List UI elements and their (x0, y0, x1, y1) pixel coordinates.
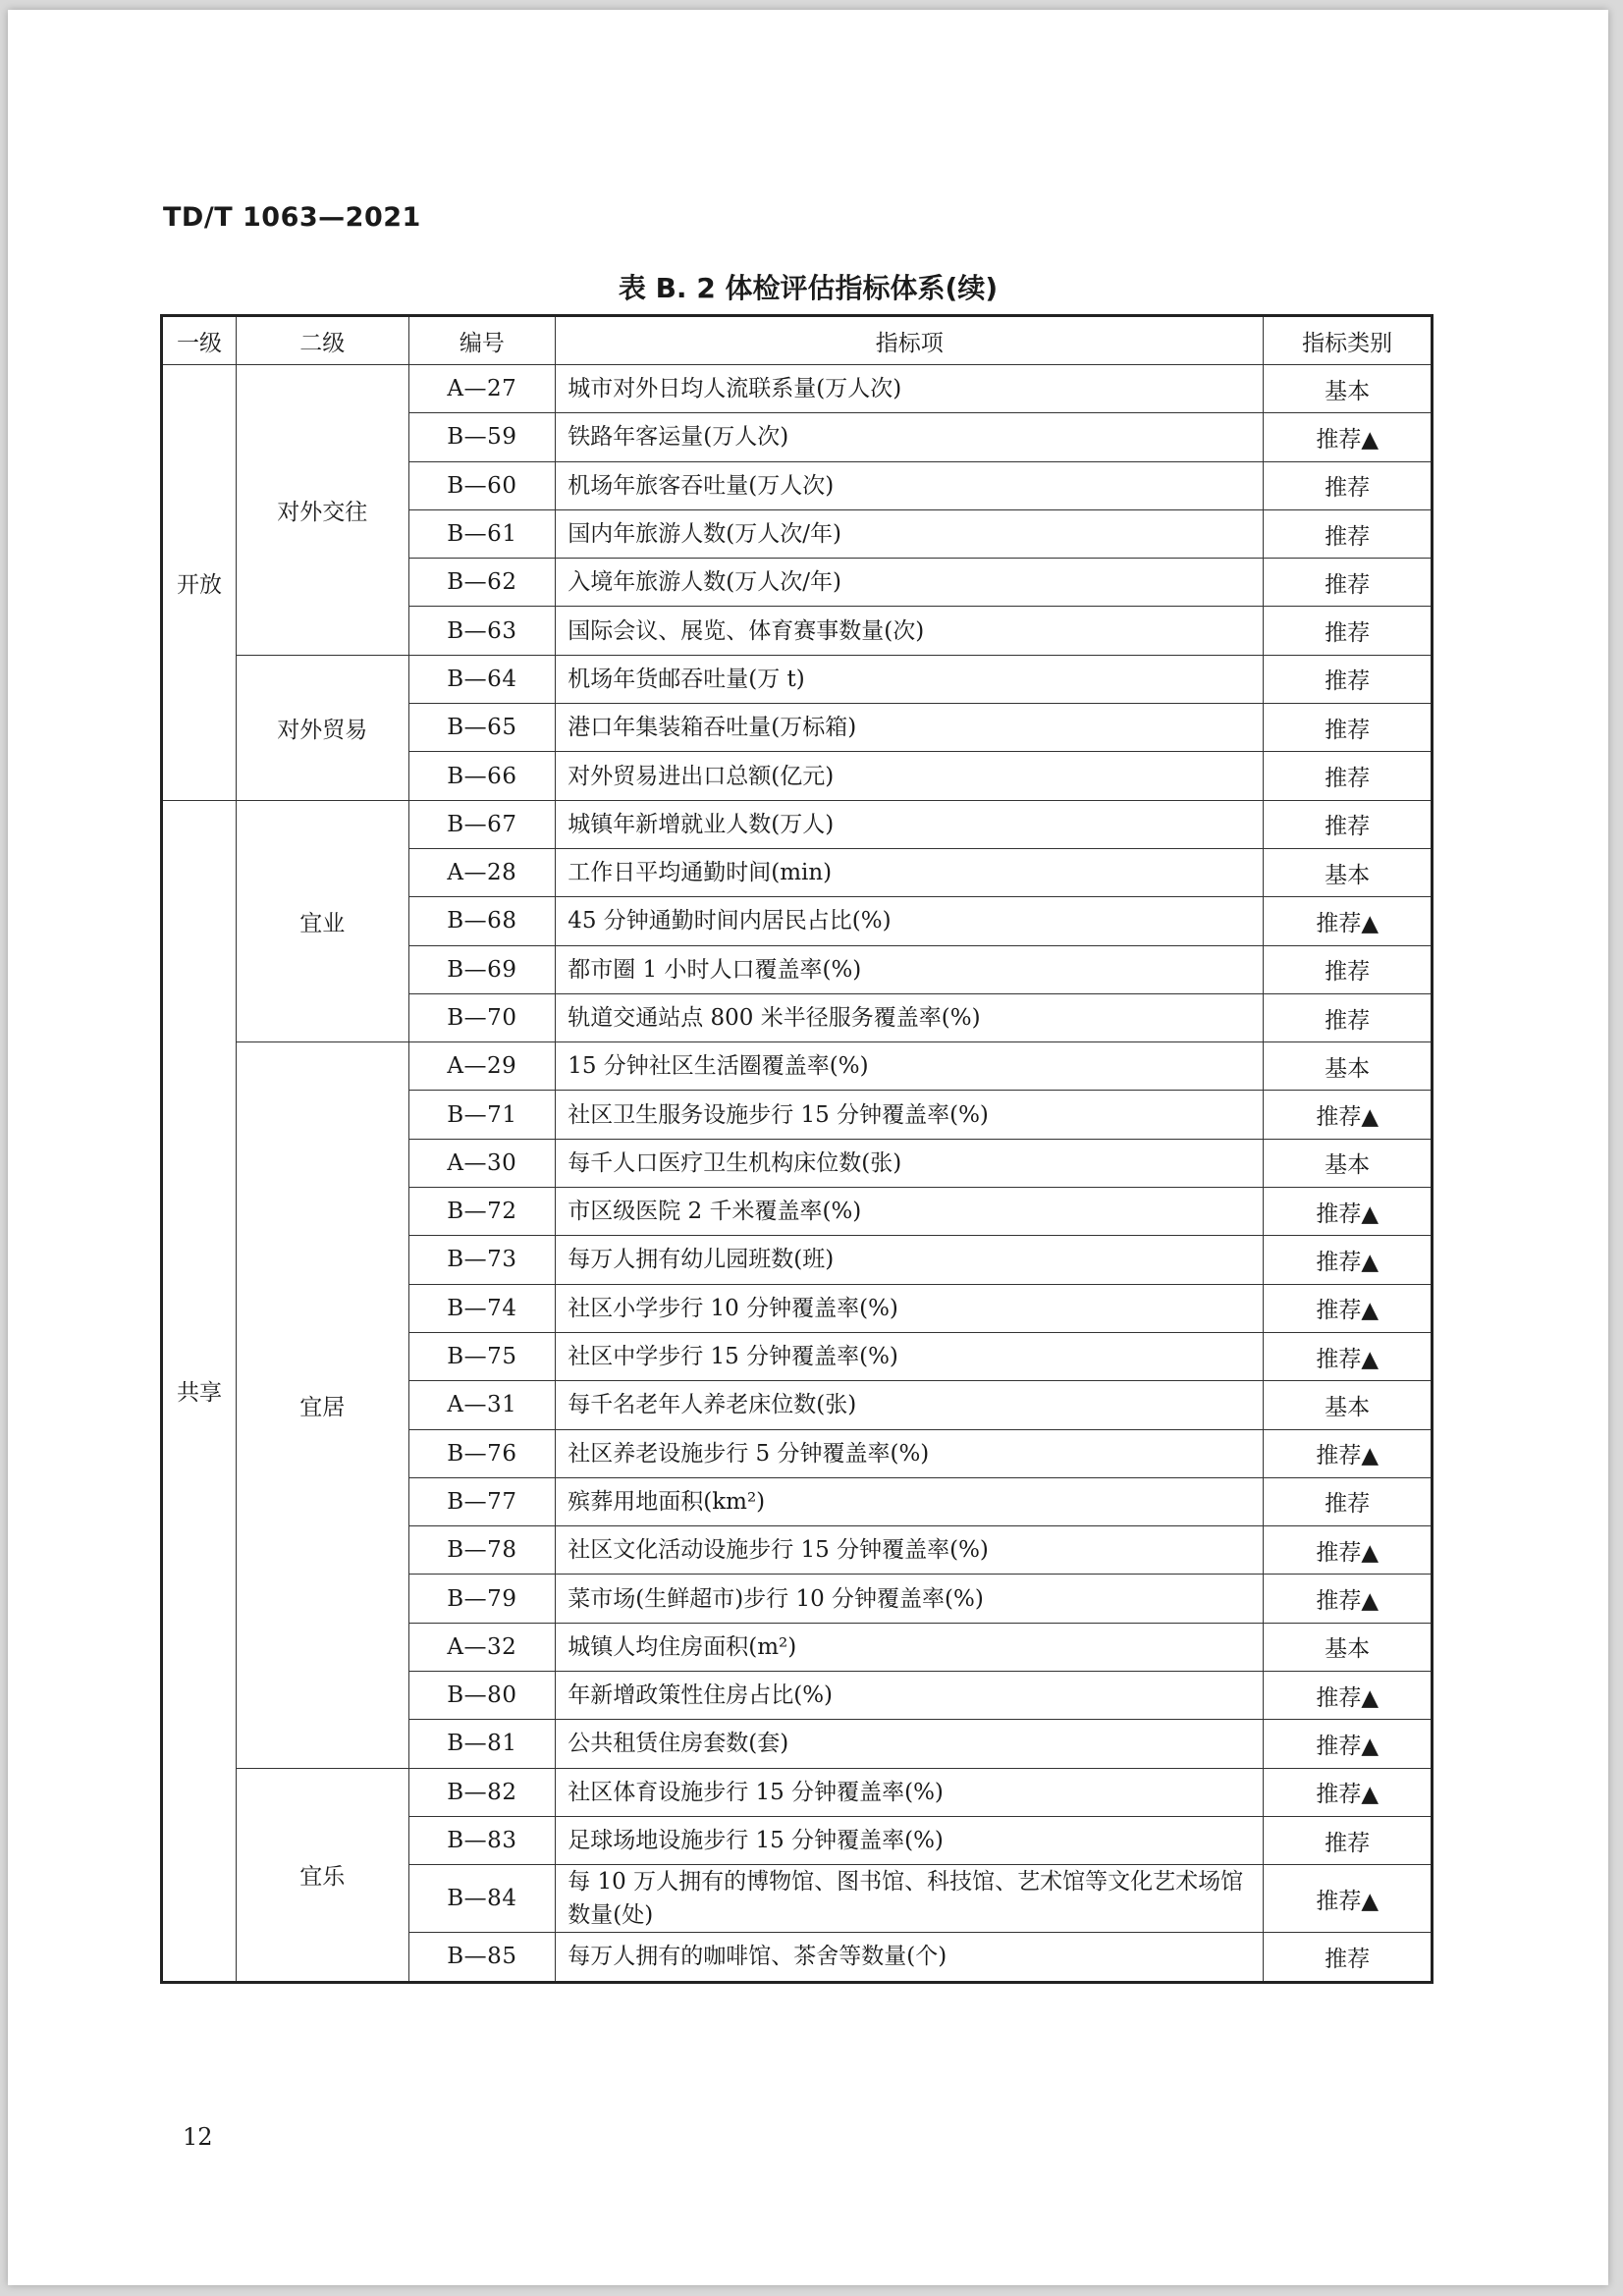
category-cell: 推荐▲ (1264, 1720, 1433, 1768)
code-cell: B—77 (408, 1477, 556, 1525)
code-cell: A—30 (408, 1139, 556, 1187)
code-cell: B—84 (408, 1865, 556, 1933)
indicator-cell: 城镇年新增就业人数(万人) (556, 800, 1264, 848)
indicator-cell: 公共租赁住房套数(套) (556, 1720, 1264, 1768)
level2-cell: 宜居 (236, 1042, 408, 1768)
code-cell: B—75 (408, 1332, 556, 1380)
table-row (162, 365, 1433, 413)
category-cell: 推荐 (1264, 704, 1433, 752)
table-row (162, 1768, 1433, 1816)
category-cell: 推荐 (1264, 461, 1433, 509)
level1-cell: 开放 (162, 365, 237, 801)
code-cell: B—62 (408, 559, 556, 607)
code-cell: B—64 (408, 655, 556, 703)
indicator-cell: 社区体育设施步行 15 分钟覆盖率(%) (556, 1768, 1264, 1816)
code-cell: A—31 (408, 1381, 556, 1429)
level1-cell: 共享 (162, 800, 237, 1982)
code-cell: B—71 (408, 1091, 556, 1139)
document-code: TD/T 1063—2021 (163, 202, 421, 233)
indicator-cell: 机场年货邮吞吐量(万 t) (556, 655, 1264, 703)
indicator-cell: 社区中学步行 15 分钟覆盖率(%) (556, 1332, 1264, 1380)
category-cell: 推荐▲ (1264, 1768, 1433, 1816)
indicator-cell: 港口年集装箱吞吐量(万标箱) (556, 704, 1264, 752)
code-cell: B—85 (408, 1933, 556, 1982)
code-cell: B—78 (408, 1526, 556, 1575)
indicator-cell: 社区小学步行 10 分钟覆盖率(%) (556, 1284, 1264, 1332)
category-cell: 推荐▲ (1264, 1332, 1433, 1380)
code-cell: B—82 (408, 1768, 556, 1816)
category-cell: 推荐 (1264, 1477, 1433, 1525)
indicator-cell: 社区文化活动设施步行 15 分钟覆盖率(%) (556, 1526, 1264, 1575)
table-row (162, 1042, 1433, 1091)
code-cell: B—60 (408, 461, 556, 509)
code-cell: B—66 (408, 752, 556, 800)
code-cell: B—76 (408, 1429, 556, 1477)
code-cell: B—72 (408, 1188, 556, 1236)
indicator-cell: 铁路年客运量(万人次) (556, 413, 1264, 461)
document-page (8, 10, 1608, 2285)
category-cell: 推荐 (1264, 607, 1433, 655)
code-cell: A—27 (408, 365, 556, 413)
indicator-cell: 社区养老设施步行 5 分钟覆盖率(%) (556, 1429, 1264, 1477)
column-header-indicator: 指标项 (556, 316, 1264, 365)
indicator-cell: 城市对外日均人流联系量(万人次) (556, 365, 1264, 413)
category-cell: 推荐▲ (1264, 1526, 1433, 1575)
column-header-level1: 一级 (162, 316, 237, 365)
category-cell: 基本 (1264, 848, 1433, 896)
category-cell: 推荐 (1264, 993, 1433, 1041)
indicator-cell: 工作日平均通勤时间(min) (556, 848, 1264, 896)
level2-cell: 对外交往 (236, 365, 408, 656)
category-cell: 基本 (1264, 365, 1433, 413)
indicator-table (160, 314, 1434, 1984)
category-cell: 推荐▲ (1264, 1284, 1433, 1332)
indicator-cell: 入境年旅游人数(万人次/年) (556, 559, 1264, 607)
code-cell: B—70 (408, 993, 556, 1041)
category-cell: 基本 (1264, 1623, 1433, 1671)
indicator-cell: 国际会议、展览、体育赛事数量(次) (556, 607, 1264, 655)
category-cell: 基本 (1264, 1381, 1433, 1429)
category-cell: 推荐▲ (1264, 1236, 1433, 1284)
indicator-cell: 对外贸易进出口总额(亿元) (556, 752, 1264, 800)
level2-cell: 宜乐 (236, 1768, 408, 1982)
indicator-cell: 年新增政策性住房占比(%) (556, 1672, 1264, 1720)
code-cell: B—63 (408, 607, 556, 655)
table-row (162, 800, 1433, 848)
indicator-cell: 每万人拥有幼儿园班数(班) (556, 1236, 1264, 1284)
level2-cell: 对外贸易 (236, 655, 408, 800)
code-cell: B—80 (408, 1672, 556, 1720)
category-cell: 推荐 (1264, 1933, 1433, 1982)
table-caption: 表 B. 2 体检评估指标体系(续) (618, 272, 999, 304)
category-cell: 基本 (1264, 1042, 1433, 1091)
indicator-cell: 城镇人均住房面积(m²) (556, 1623, 1264, 1671)
code-cell: A—32 (408, 1623, 556, 1671)
category-cell: 推荐 (1264, 509, 1433, 558)
indicator-cell: 菜市场(生鲜超市)步行 10 分钟覆盖率(%) (556, 1575, 1264, 1623)
indicator-cell: 国内年旅游人数(万人次/年) (556, 509, 1264, 558)
category-cell: 推荐▲ (1264, 1575, 1433, 1623)
table-header-row (162, 316, 1433, 365)
level2-cell: 宜业 (236, 800, 408, 1041)
table-row (162, 655, 1433, 703)
category-cell: 推荐 (1264, 945, 1433, 993)
column-header-code: 编号 (408, 316, 556, 365)
category-cell: 推荐▲ (1264, 1188, 1433, 1236)
indicator-cell: 每万人拥有的咖啡馆、茶舍等数量(个) (556, 1933, 1264, 1982)
indicator-cell: 每千人口医疗卫生机构床位数(张) (556, 1139, 1264, 1187)
category-cell: 推荐▲ (1264, 1672, 1433, 1720)
code-cell: B—65 (408, 704, 556, 752)
category-cell: 推荐 (1264, 800, 1433, 848)
code-cell: B—59 (408, 413, 556, 461)
code-cell: A—29 (408, 1042, 556, 1091)
code-cell: B—69 (408, 945, 556, 993)
category-cell: 推荐▲ (1264, 413, 1433, 461)
code-cell: B—81 (408, 1720, 556, 1768)
category-cell: 推荐 (1264, 752, 1433, 800)
code-cell: B—79 (408, 1575, 556, 1623)
code-cell: B—73 (408, 1236, 556, 1284)
indicator-cell: 机场年旅客吞吐量(万人次) (556, 461, 1264, 509)
code-cell: B—68 (408, 897, 556, 945)
indicator-cell: 社区卫生服务设施步行 15 分钟覆盖率(%) (556, 1091, 1264, 1139)
code-cell: B—83 (408, 1816, 556, 1864)
column-header-level2: 二级 (236, 316, 408, 365)
category-cell: 推荐▲ (1264, 1091, 1433, 1139)
indicator-cell: 足球场地设施步行 15 分钟覆盖率(%) (556, 1816, 1264, 1864)
code-cell: B—67 (408, 800, 556, 848)
category-cell: 推荐 (1264, 1816, 1433, 1864)
indicator-cell: 15 分钟社区生活圈覆盖率(%) (556, 1042, 1264, 1091)
indicator-cell: 每 10 万人拥有的博物馆、图书馆、科技馆、艺术馆等文化艺术场馆数量(处) (556, 1865, 1264, 1933)
category-cell: 基本 (1264, 1139, 1433, 1187)
page-number: 12 (183, 2123, 213, 2151)
indicator-cell: 殡葬用地面积(km²) (556, 1477, 1264, 1525)
code-cell: B—74 (408, 1284, 556, 1332)
indicator-cell: 轨道交通站点 800 米半径服务覆盖率(%) (556, 993, 1264, 1041)
table-body (162, 365, 1433, 1983)
indicator-cell: 45 分钟通勤时间内居民占比(%) (556, 897, 1264, 945)
indicator-cell: 都市圈 1 小时人口覆盖率(%) (556, 945, 1264, 993)
category-cell: 推荐▲ (1264, 897, 1433, 945)
category-cell: 推荐▲ (1264, 1865, 1433, 1933)
category-cell: 推荐 (1264, 559, 1433, 607)
indicator-cell: 市区级医院 2 千米覆盖率(%) (556, 1188, 1264, 1236)
category-cell: 推荐 (1264, 655, 1433, 703)
indicator-cell: 每千名老年人养老床位数(张) (556, 1381, 1264, 1429)
category-cell: 推荐▲ (1264, 1429, 1433, 1477)
column-header-category: 指标类别 (1264, 316, 1433, 365)
code-cell: A—28 (408, 848, 556, 896)
code-cell: B—61 (408, 509, 556, 558)
